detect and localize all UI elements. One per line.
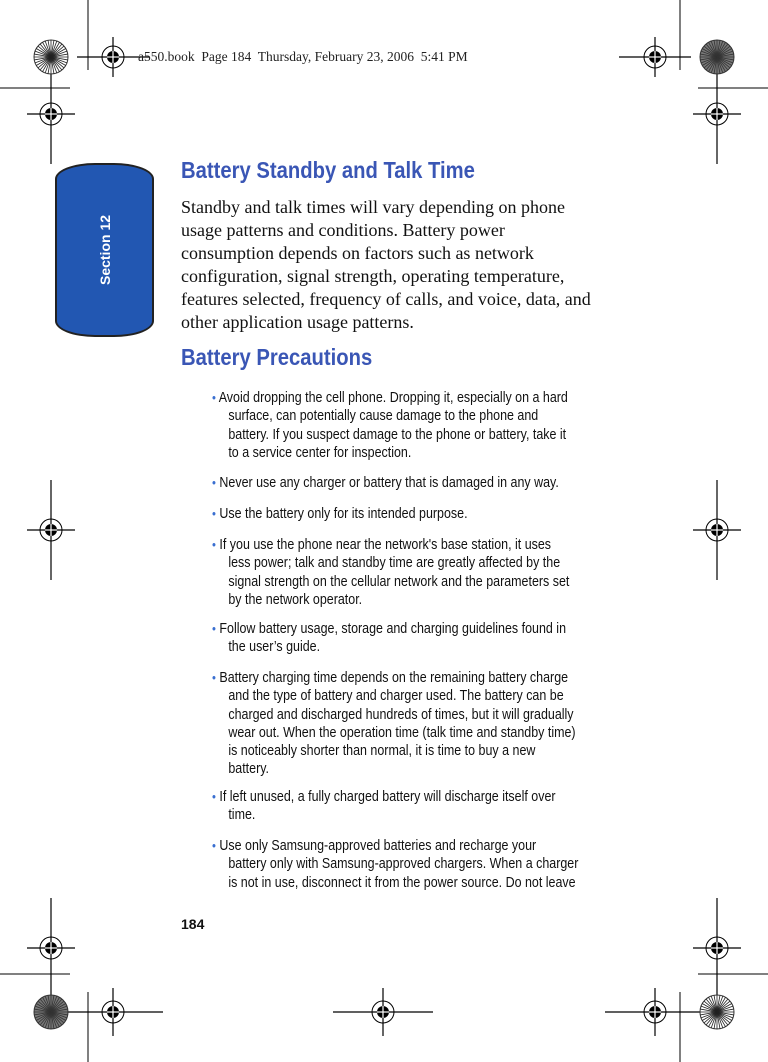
crosshair-icon [693, 64, 741, 164]
crosshair-icon [63, 988, 163, 1036]
list-item [212, 669, 635, 779]
list-item-text: charged and discharged hundreds of times, but it will gradually [228, 706, 574, 723]
starburst-icon [34, 995, 68, 1029]
list-item [212, 389, 626, 462]
list-item [212, 505, 509, 523]
list-item-text: the user’s guide. [228, 639, 321, 656]
list-item-text: and the type of battery and charger used. The battery can be [228, 688, 564, 705]
list-item-line [212, 724, 576, 742]
list-item-line [212, 855, 578, 873]
crosshair-icon [605, 988, 705, 1036]
list-item-line [212, 573, 569, 591]
list-item-line [212, 444, 568, 462]
bullet-icon: • [212, 390, 216, 405]
list-item-line [212, 760, 576, 778]
list-item-text: to a service center for inspection. [228, 444, 412, 461]
list-item-text: is not in use, disconnect it from the power source. Do not leave [228, 874, 576, 891]
list-item-line [212, 837, 578, 855]
list-item-text: If left unused, a fully charged battery will discharge itself over [219, 789, 556, 805]
list-item-line [212, 806, 556, 824]
list-item-line [212, 474, 559, 492]
list-item-line [212, 620, 566, 638]
starburst-icon [34, 40, 68, 74]
list-item-text: less power; talk and standby time are greatly affected by the [228, 555, 561, 572]
crosshair-icon [27, 64, 75, 164]
list-item-text: battery. If you suspect damage to the phone or battery, take it [228, 426, 567, 443]
list-item [212, 536, 628, 609]
list-item [212, 620, 624, 657]
starburst-icon [700, 40, 734, 74]
list-item-text: Use the battery only for its intended purpose. [219, 506, 468, 522]
bullet-icon: • [212, 838, 216, 853]
list-item [212, 788, 612, 825]
list-item-line [212, 505, 468, 523]
paragraph-line: usage patterns and conditions. Battery power [181, 220, 505, 240]
list-item-line [212, 554, 569, 572]
list-item-line [212, 536, 569, 554]
list-item-line [212, 591, 569, 609]
paragraph-line: other application usage patterns. [181, 312, 414, 332]
list-item-text: is noticeably shorter than normal, it is time to buy a new [228, 743, 536, 760]
bullet-icon: • [212, 537, 216, 552]
list-item-text: time. [228, 807, 256, 824]
list-item-line [212, 874, 578, 892]
crosshair-icon [693, 898, 741, 998]
list-item-text: battery. [228, 761, 270, 778]
list-item-line [212, 742, 576, 760]
crosshair-icon [27, 480, 75, 580]
list-item-text: signal strength on the cellular network and the parameters set [228, 573, 570, 590]
list-item-line [212, 706, 576, 724]
list-item-text: battery only with Samsung-approved chargers. When a charger [228, 856, 579, 873]
paragraph-line: features selected, frequency of calls, and voice, data, and [181, 289, 591, 309]
list-item-text: wear out. When the operation time (talk time and standby time) [228, 724, 576, 741]
bullet-icon: • [212, 789, 216, 804]
paragraph-line: Standby and talk times will vary depending on phone [181, 197, 565, 217]
list-item-text: Follow battery usage, storage and charging guidelines found in [219, 621, 567, 637]
list-item-line [212, 788, 556, 806]
starburst-icon [700, 995, 734, 1029]
list-item-text: Never use any charger or battery that is damaged in any way. [219, 475, 559, 491]
bullet-icon: • [212, 506, 216, 521]
list-item-text: Battery charging time depends on the remaining battery charge [219, 670, 569, 686]
bullet-icon: • [212, 670, 216, 685]
list-item-line [212, 638, 566, 656]
page-number: 184 [181, 916, 205, 932]
list-item-line [212, 389, 568, 407]
list-item-text: by the network operator. [228, 591, 363, 608]
list-item-text: If you use the phone near the network's base station, it uses [219, 537, 552, 553]
crosshair-icon [27, 898, 75, 998]
crosshair-icon [333, 988, 433, 1036]
list-item-text: surface, can potentially cause damage to the phone and [228, 408, 539, 425]
bullet-icon: • [212, 621, 216, 636]
list-item-text: Avoid dropping the cell phone. Dropping it, especially on a hard [218, 390, 568, 406]
print-header: a550.book Page 184 Thursday, February 23, 2006 5:41 PM [138, 49, 468, 64]
paragraph-line: configuration, signal strength, operating temperature, [181, 266, 565, 286]
list-item [212, 474, 615, 492]
section-tab-label: Section 12 [96, 214, 113, 286]
list-item [212, 837, 638, 892]
list-item-line [212, 407, 568, 425]
heading-standby-talk-time: Battery Standby and Talk Time [181, 157, 475, 183]
bullet-icon: • [212, 475, 216, 490]
list-item-text: Use only Samsung-approved batteries and recharge your [219, 838, 537, 854]
crosshair-icon [693, 480, 741, 580]
paragraph-line: consumption depends on factors such as network [181, 243, 534, 263]
body-paragraph [181, 196, 591, 334]
list-item-line [212, 426, 568, 444]
list-item-line [212, 669, 576, 687]
list-item-line [212, 687, 576, 705]
heading-battery-precautions: Battery Precautions [181, 344, 373, 370]
section-tab [55, 163, 154, 337]
